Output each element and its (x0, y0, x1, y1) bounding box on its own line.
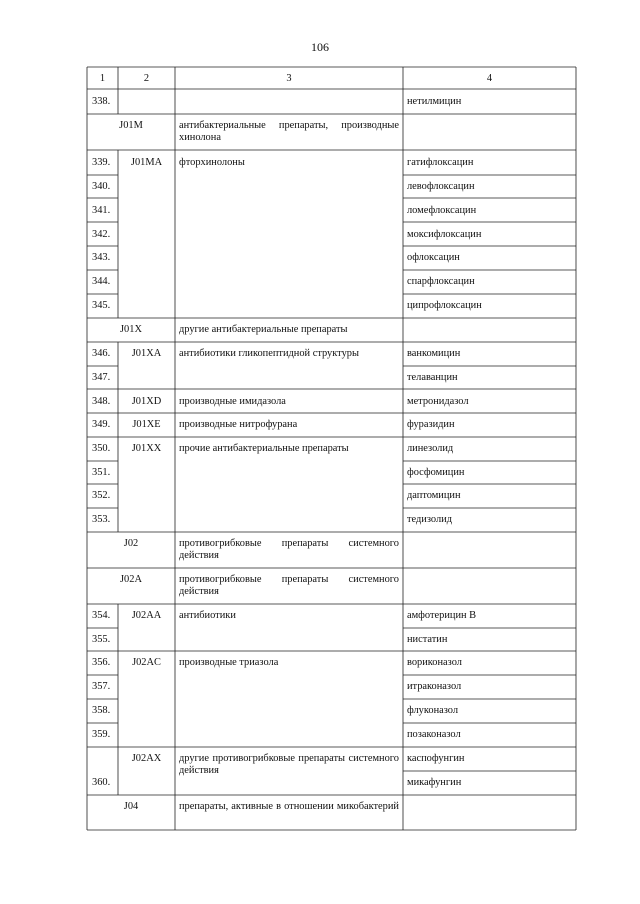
subgroup-description: производные имидазола (179, 396, 286, 407)
row-number: 359. (92, 729, 111, 740)
drug-name: даптомицин (407, 490, 461, 501)
row-number: 342. (92, 229, 111, 240)
atc-code: J01XX (131, 443, 162, 454)
drug-name: офлоксацин (407, 252, 460, 263)
group-description: другие антибактериальные препараты (179, 324, 348, 335)
drug-name: моксифлоксацин (407, 229, 482, 240)
row-number: 354. (92, 610, 111, 621)
subgroup-description: прочие антибактериальные препараты (179, 443, 349, 454)
row-number: 353. (92, 514, 111, 525)
atc-code: J01XD (131, 396, 162, 407)
header-col-1: 1 (99, 73, 106, 84)
drug-name: левофлоксацин (407, 181, 475, 192)
row-number: 338. (92, 96, 111, 107)
atc-code: J02AX (131, 753, 162, 764)
row-number: 355. (92, 634, 111, 645)
group-description: препараты, активные в отношении микобактерий (179, 801, 399, 812)
drug-name: метронидазол (407, 396, 469, 407)
group-description: противогрибковые препараты системного действия (179, 574, 399, 597)
group-code: J01M (119, 120, 143, 131)
subgroup-description: производные триазола (179, 657, 279, 668)
drug-name: флуконазол (407, 705, 459, 716)
row-number: 348. (92, 396, 111, 407)
drug-name: ванкомицин (407, 348, 461, 359)
drug-name: вориконазол (407, 657, 462, 668)
drug-name: спарфлоксацин (407, 276, 475, 287)
drug-name: нистатин (407, 634, 448, 645)
row-number: 339. (92, 157, 111, 168)
row-number: 351. (92, 467, 111, 478)
drug-name: линезолид (407, 443, 454, 454)
header-col-3: 3 (286, 73, 292, 84)
group-code: J02 (123, 538, 139, 549)
drug-name: телаванцин (407, 372, 458, 383)
header-col-4: 4 (486, 73, 493, 84)
atc-code: J02AC (132, 657, 161, 668)
row-number: 340. (92, 181, 111, 192)
row-number: 357. (92, 681, 111, 692)
row-number: 341. (92, 205, 111, 216)
row-number: 360. (92, 777, 111, 788)
group-description: антибактериальные препараты, производные хинолона (179, 120, 399, 143)
page-number: 106 (311, 40, 329, 54)
atc-code: J01XA (131, 348, 162, 359)
row-number: 345. (92, 300, 111, 311)
row-number: 358. (92, 705, 111, 716)
group-code: J02A (120, 574, 142, 585)
drug-name: ципрофлоксацин (407, 300, 482, 311)
drug-name: нетилмицин (407, 96, 462, 107)
drug-name: каспофунгин (407, 753, 465, 764)
drug-name: позаконазол (407, 729, 461, 740)
subgroup-description: антибиотики гликопептидной структуры (179, 348, 359, 359)
drug-name: фуразидин (407, 419, 455, 430)
subgroup-description: антибиотики (179, 610, 236, 621)
row-number: 343. (92, 252, 111, 263)
drug-name: микафунгин (407, 777, 462, 788)
atc-code: J02AA (131, 610, 162, 621)
row-number: 349. (92, 419, 111, 430)
subgroup-description: другие противогрибковые препараты системного действия (179, 753, 399, 776)
group-code: J01X (120, 324, 142, 335)
row-number: 344. (92, 276, 111, 287)
drug-name: гатифлоксацин (407, 157, 474, 168)
header-col-2: 2 (143, 73, 150, 84)
group-description: противогрибковые препараты системного действия (179, 538, 399, 561)
subgroup-description: производные нитрофурана (179, 419, 298, 430)
drug-name: итраконазол (407, 681, 462, 692)
atc-code: J01MA (130, 157, 163, 168)
drug-name: тедизолид (407, 514, 452, 525)
drug-name: ломефлоксацин (407, 205, 477, 216)
row-number: 350. (92, 443, 111, 454)
row-number: 346. (92, 348, 111, 359)
row-number: 347. (92, 372, 111, 383)
atc-code: J01XE (132, 419, 161, 430)
drug-name: фосфомицин (407, 467, 465, 478)
row-number: 356. (92, 657, 111, 668)
subgroup-description: фторхинолоны (179, 157, 245, 168)
group-code: J04 (123, 801, 139, 812)
row-number: 352. (92, 490, 111, 501)
drug-name: амфотерицин В (407, 610, 477, 621)
